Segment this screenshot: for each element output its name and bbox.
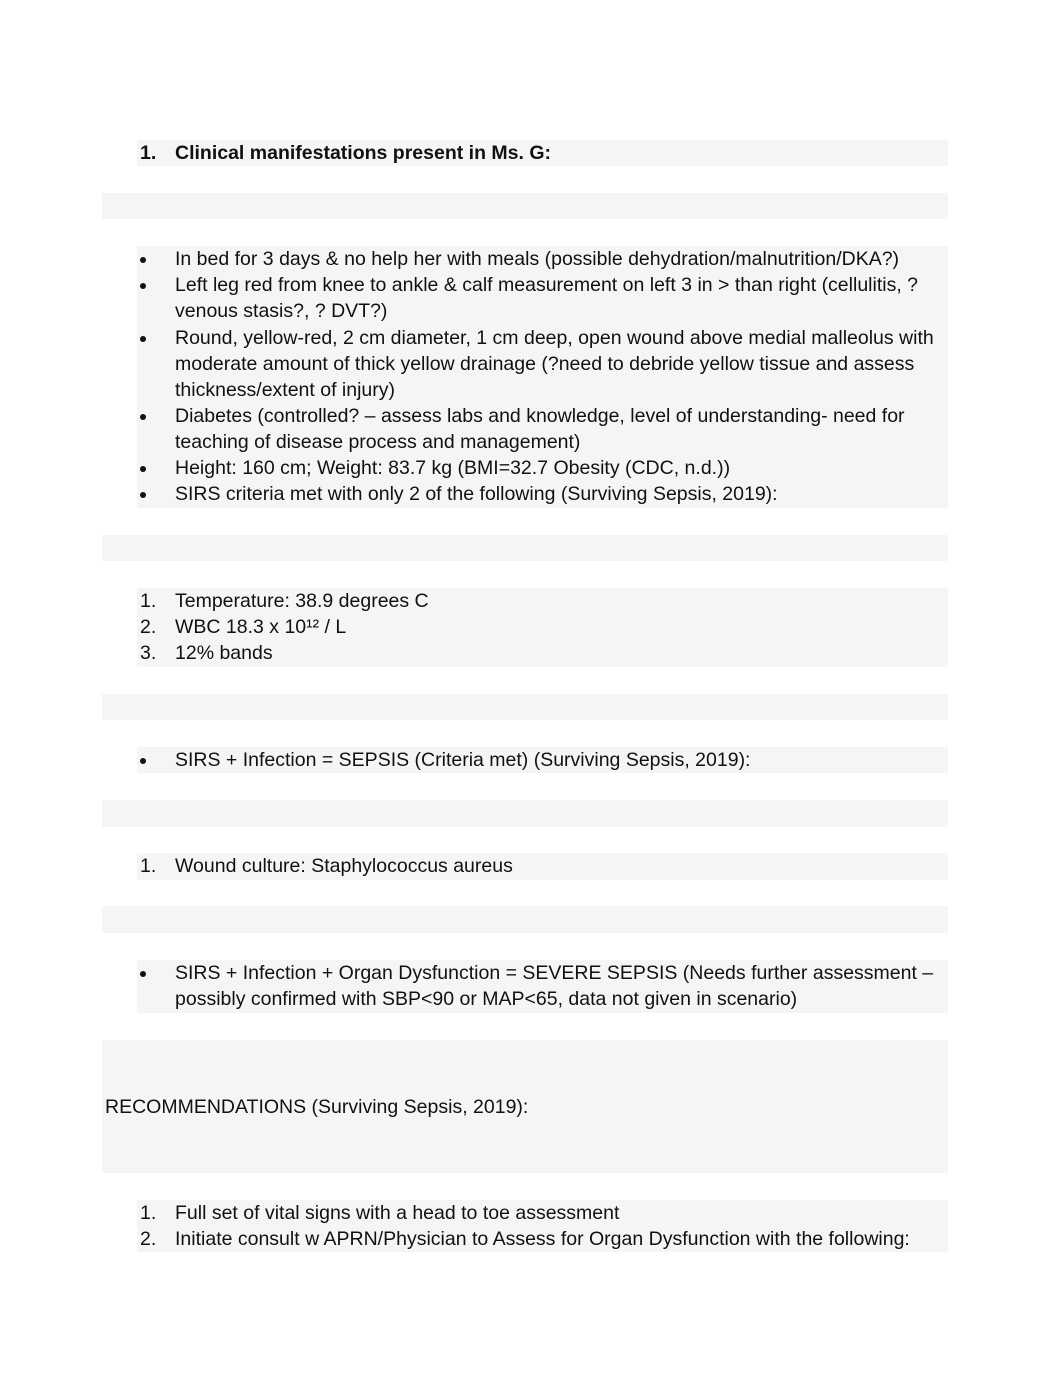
- bullet-icon: [140, 414, 146, 420]
- spacer-band: [102, 535, 948, 561]
- bullet-icon: [140, 257, 146, 263]
- bullet-icon: [140, 492, 146, 498]
- list-number: 1.: [140, 1202, 157, 1224]
- bullet-icon: [140, 336, 146, 342]
- list-number: 2.: [140, 616, 157, 638]
- list-number: 2.: [140, 1228, 157, 1250]
- list-number: 1.: [140, 142, 157, 164]
- bullet-icon: [140, 466, 146, 472]
- list-number: 1.: [140, 855, 157, 877]
- spacer-band: [102, 193, 948, 219]
- spacer-band: [102, 694, 948, 720]
- list-number: 3.: [140, 642, 157, 664]
- recommendations-heading: RECOMMENDATIONS (Surviving Sepsis, 2019):: [105, 1096, 529, 1118]
- bullet-icon: [140, 758, 146, 764]
- bullet-icon: [140, 971, 146, 977]
- section-heading-text: Clinical manifestations present in Ms. G:: [175, 142, 551, 164]
- spacer-band: [102, 906, 948, 933]
- spacer-band: [102, 800, 948, 827]
- bullet-icon: [140, 283, 146, 289]
- list-number: 1.: [140, 590, 157, 612]
